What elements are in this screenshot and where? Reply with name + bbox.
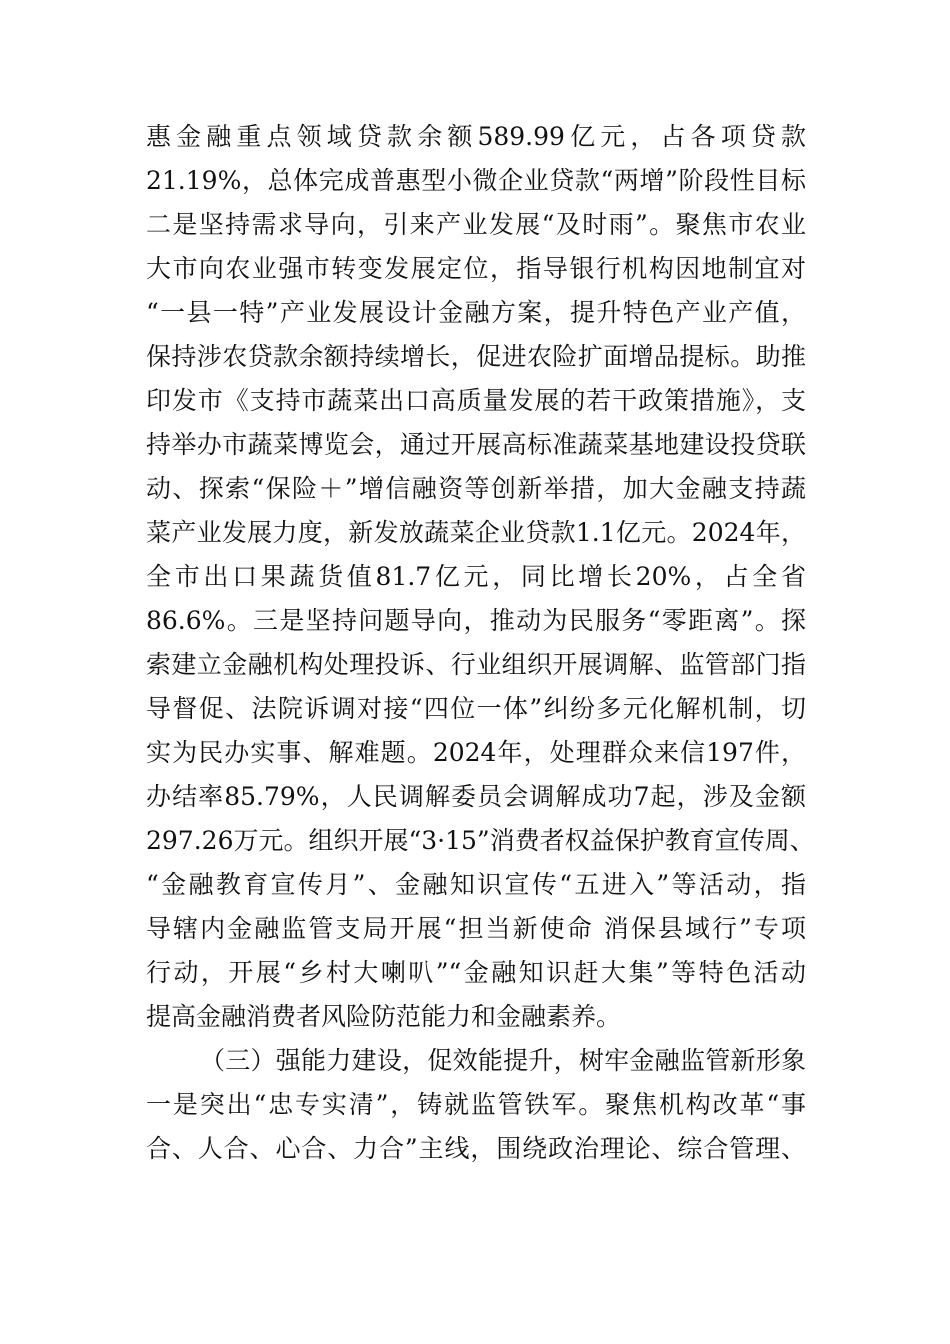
text-line: 印发市《支持市蔬菜出口高质量发展的若干政策措施》，支: [146, 386, 806, 415]
text-line: 297.26万元。组织开展“3·15”消费者权益保护教育宣传周、: [146, 826, 815, 855]
text-line: 行动，开展“乡村大喇叭”“金融知识赶大集”等特色活动: [146, 958, 806, 987]
text-line: 持举办市蔬菜博览会，通过开展高标准蔬菜基地建设投贷联: [146, 430, 806, 459]
text-line: “金融教育宣传月”、金融知识宣传“五进入”等活动，指: [146, 870, 806, 899]
text-line: 惠金融重点领域贷款余额589.99亿元，占各项贷款: [146, 122, 806, 151]
text-line: 大市向农业强市转变发展定位，指导银行机构因地制宜对: [146, 254, 806, 283]
text-line: 全市出口果蔬货值81.7亿元，同比增长20%，占全省: [146, 562, 806, 591]
text-line: “一县一特”产业发展设计金融方案，提升特色产业产值，: [146, 298, 806, 327]
text-line: 实为民办实事、解难题。2024年，处理群众来信197件，: [146, 738, 806, 767]
paragraph-last-line: 提高金融消费者风险防范能力和金融素养。: [146, 1002, 622, 1031]
text-line: 86.6%。三是坚持问题导向，推动为民服务“零距离”。探: [146, 606, 806, 635]
text-line: 导督促、法院诉调对接“四位一体”纠纷多元化解机制，切: [146, 694, 806, 723]
text-line: 21.19%，总体完成普惠型小微企业贷款“两增”阶段性目标: [146, 166, 806, 195]
text-line: 动、探索“保险＋”增信融资等创新举措，加大金融支持蔬: [146, 474, 806, 503]
text-line: 菜产业发展力度，新发放蔬菜企业贷款1.1亿元。2024年，: [146, 518, 806, 547]
text-line: 办结率85.79%，人民调解委员会调解成功7起，涉及金额: [146, 782, 806, 811]
text-line: 一是突出“忠专实清”，铸就监管铁军。聚焦机构改革“事: [146, 1090, 806, 1119]
text-line: 导辖内金融监管支局开展“担当新使命 消保县域行”专项: [146, 914, 806, 943]
text-line: 二是坚持需求导向，引来产业发展“及时雨”。聚焦市农业: [146, 210, 806, 239]
text-line: 保持涉农贷款余额持续增长，促进农险扩面增品提标。助推: [146, 342, 806, 371]
text-line: 合、人合、心合、力合”主线，围绕政治理论、综合管理、: [146, 1134, 806, 1163]
section-heading: （三）强能力建设，促效能提升，树牢金融监管新形象: [200, 1046, 806, 1075]
text-line: 索建立金融机构处理投诉、行业组织开展调解、监管部门指: [146, 650, 806, 679]
